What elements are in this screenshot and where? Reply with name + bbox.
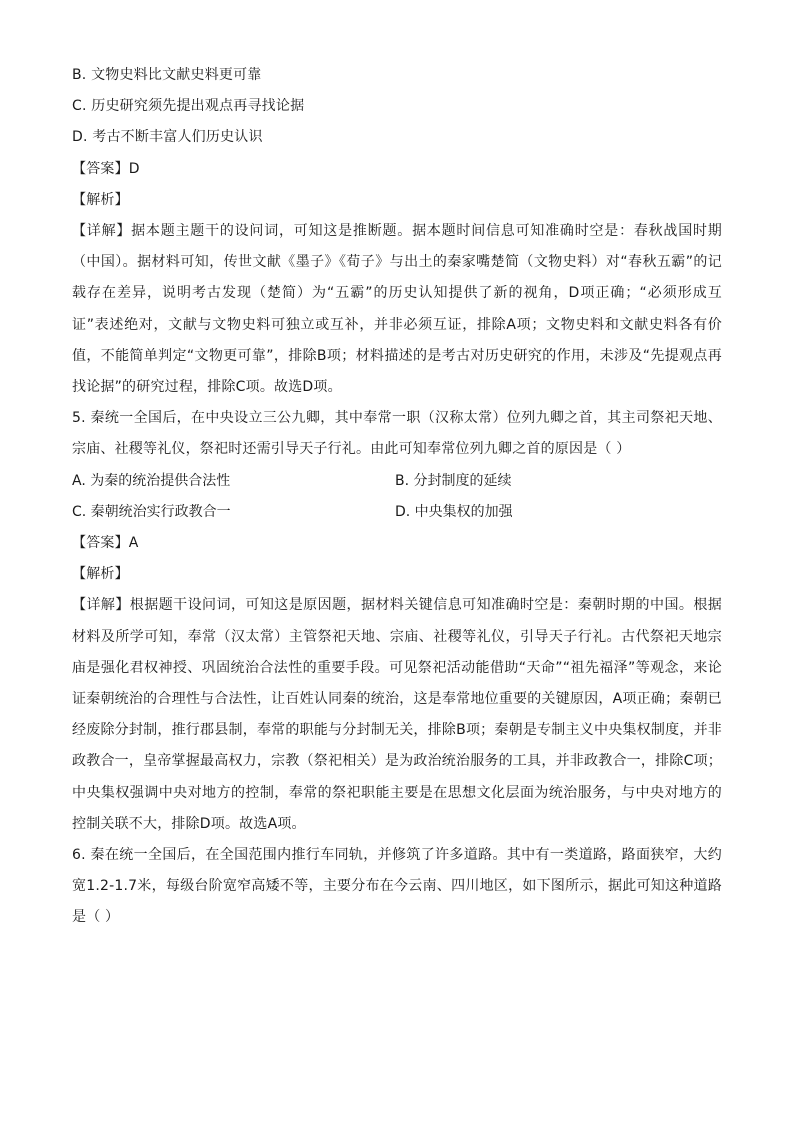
exam-page <box>72 60 722 934</box>
q4-answer: 【答案】D <box>72 160 140 177</box>
q5-option-a: A. 为秦的统治提供合法性 <box>72 472 231 489</box>
q5-options-row-2 <box>72 497 722 528</box>
q4-option-b: B. 文物史料比文献史料更可靠 <box>72 67 262 83</box>
q6-stem: 6. 秦在统一全国后，在全国范围内推行车同轨，并修筑了许多道路。其中有一类道路，路面狭窄，大约宽1.2-1.7米，每级台阶宽窄高矮不等，主要分布在今云南、四川地区，如下图所示，据此可知这种道路是（ ） <box>72 847 722 926</box>
q5-option-d: D. 中央集权的加强 <box>395 503 513 520</box>
q5-analysis-label: 【解析】 <box>72 566 129 583</box>
q5-option-c: C. 秦朝统治实行政教合一 <box>72 503 231 520</box>
q5-option-b: B. 分封制度的延续 <box>395 472 512 489</box>
q5-detail: 【详解】根据题干设问词，可知这是原因题，据材料关键信息可知准确时空是：秦朝时期的中国。根据材料及所学可知，奉常（汉太常）主管祭祀天地、宗庙、社稷等礼仪，引导天子行礼。古代祭祀天地宗庙是强化君权神授、巩固统治合法性的重要手段。可见祭祀活动能借助“天命”“祖先福泽”等观念，来论证秦朝统治的合理性与合法性，让百姓认同秦的统治，这是奉常地位重要的关键原因，A项正确；秦朝已经废除分封制，推行郡县制，奉常的职能与分封制无关，排除B项；秦朝是专制主义中央集权制度，并非政教合一，皇帝掌握最高权力，宗教（祭祀相关）是为政治统治服务的工具，并非政教合一，排除C项；中央集权强调中央对地方的控制，奉常的祭祀职能主要是在思想文化层面为统治服务，与中央对地方的控制关联不大，排除D项。故选A项。 <box>72 597 722 832</box>
q4-option-d: D. 考古不断丰富人们历史认识 <box>72 129 263 146</box>
q4-detail: 【详解】据本题主题干的设问词，可知这是推断题。据本题时间信息可知准确时空是：春秋战国时期（中国）。据材料可知，传世文献《墨子》《荀子》与出土的秦家嘴楚简（文物史料）对“春秋五霸”的记载存在差异，说明考古发现（楚简）为“五霸”的历史认知提供了新的视角，D项正确；“必须形成互证”表述绝对，文献与文物史料可独立或互补，并非必须互证，排除A项；文物史料和文献史料各有价值，不能简单判定“文物更可靠”，排除B项；材料描述的是考古对历史研究的作用，未涉及“先提观点再找论据”的研究过程，排除C项。故选D项。 <box>72 223 722 396</box>
q5-answer: 【答案】A <box>72 535 139 552</box>
q5-options-row-1 <box>72 466 722 497</box>
q5-stem: 5. 秦统一全国后，在中央设立三公九卿，其中奉常一职（汉称太常）位列九卿之首，其主司祭祀天地、宗庙、社稷等礼仪，祭祀时还需引导天子行礼。由此可知奉常位列九卿之首的原因是（ ） <box>72 410 722 458</box>
q4-option-c: C. 历史研究须先提出观点再寻找论据 <box>72 98 305 115</box>
q4-analysis-label: 【解析】 <box>72 191 129 208</box>
